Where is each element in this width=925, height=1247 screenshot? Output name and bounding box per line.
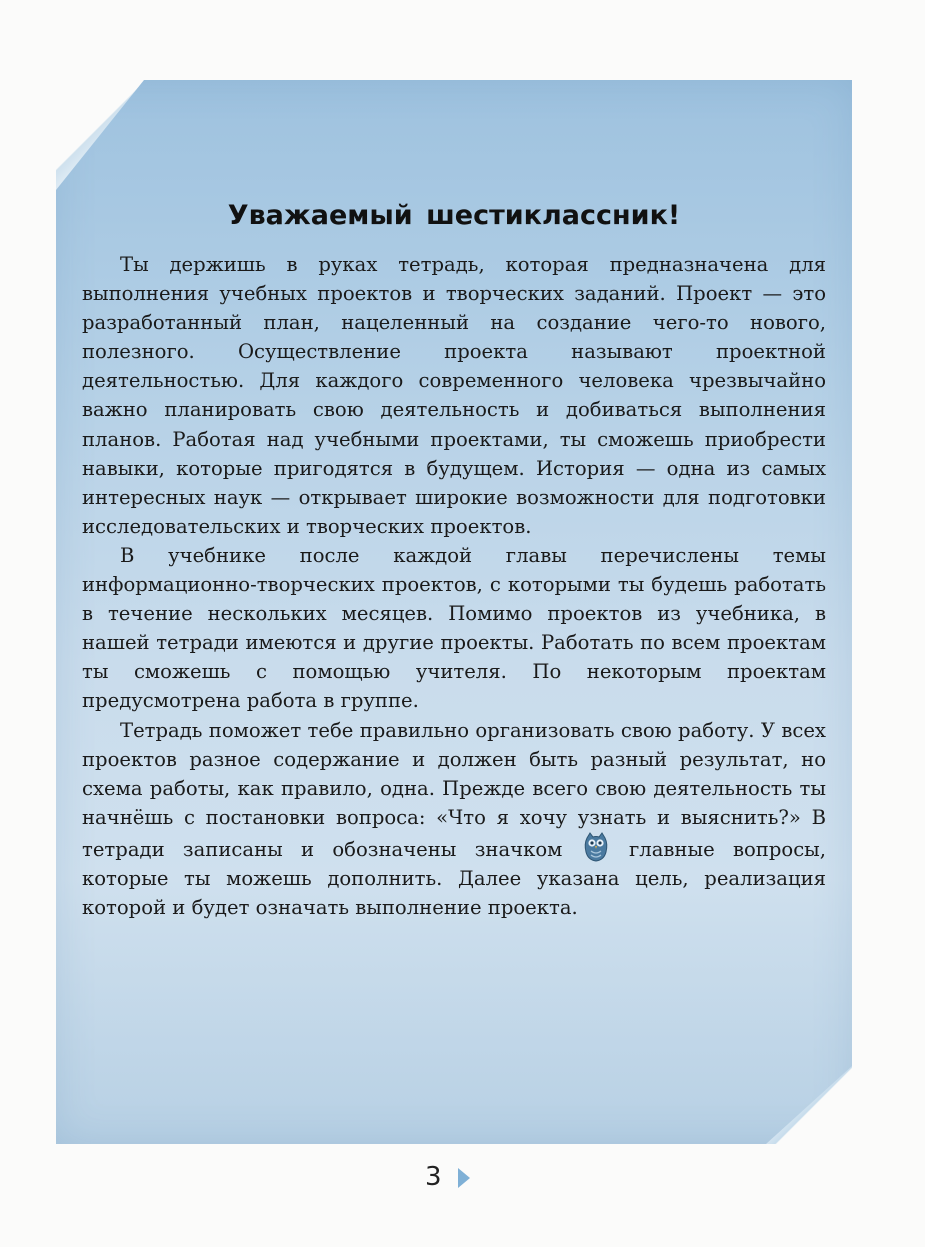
paragraph-3-part-1: Тетрадь поможет тебе правильно организовать свою работу. У всех проектов разное содержание и должен быть разный результат, но схема работы, как правило, одна. Прежде всего свою деятельность ты начнёшь с постановки вопроса: «Что я хочу узнать и выяснить?» В тетради записаны и обозначены значком — [82, 718, 826, 861]
paragraph-2: В учебнике после каждой главы перечислены темы информационно-творческих проектов, с которыми ты будешь работать в течение нескольких месяцев. Помимо проектов из учебника, в нашей тетради имеются и другие проекты. Работать по всем проектам ты сможешь с помощью учителя. По некоторым проектам предусмотрена работа в группе. — [82, 543, 826, 713]
page-heading: Уважаемый шестиклассник! — [227, 200, 681, 231]
page-number: 3 — [425, 1162, 442, 1192]
paragraph-1: Ты держишь в руках тетрадь, которая предназначена для выполнения учебных проектов и творческих заданий. Проект — это разработанный план, нацеленный на создание чего-то нового, полезного. Осуществление проекта называют проектной деятельностью. Для каждого современного человека чрезвычайно важно планировать свою деятельность и добиваться выполнения планов. Работая над учебными проектами, ты сможешь приобрести навыки, которые пригодятся в будущем. История — одна из самых интересных наук — открывает широкие возможности для подготовки исследовательских и творческих проектов. — [82, 253, 826, 538]
paragraph-3-part-2: главные вопросы, которые ты можешь дополнить. Далее указана цель, реализация которой и будет означать выполнение проекта. — [82, 837, 826, 920]
paragraph-3 — [82, 716, 826, 923]
page-arrow-icon — [458, 1168, 470, 1188]
intro-text — [82, 250, 826, 922]
owl-icon — [583, 832, 609, 862]
